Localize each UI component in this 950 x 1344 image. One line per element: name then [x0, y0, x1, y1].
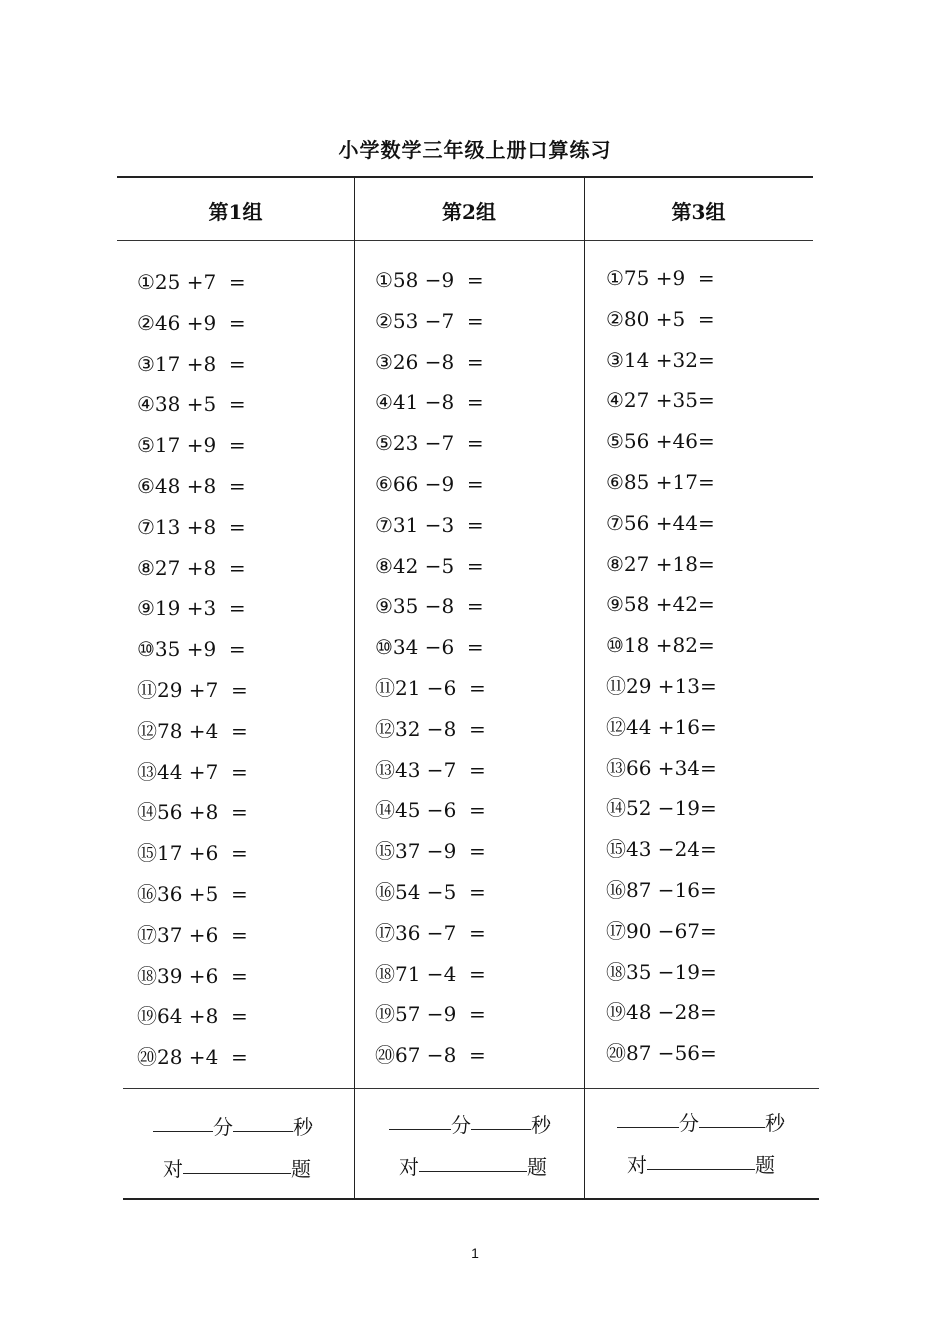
- problem-item: ⑮37 −9 =: [375, 839, 486, 864]
- problem-item: ⑭45 −6 =: [375, 798, 486, 823]
- problem-item: ⑲48 −28=: [606, 1000, 717, 1025]
- problem-item: ⑲64 +8 =: [137, 1004, 248, 1029]
- column-header-2: 第2组: [442, 200, 496, 224]
- problem-item: ⑯54 −5 =: [375, 879, 486, 904]
- problem-item: ③14 +32=: [606, 347, 715, 372]
- problem-item: ⑦56 +44=: [606, 510, 715, 535]
- problem-list-group-3: [606, 258, 717, 1074]
- problem-item: ⑰90 −67=: [606, 918, 717, 943]
- problem-item: ①58 −9 =: [375, 268, 484, 292]
- correct-label: 对: [627, 1153, 647, 1177]
- minutes-blank[interactable]: [153, 1111, 213, 1132]
- score-box-group-2: [389, 1104, 551, 1188]
- problem-item: ⑪29 +13=: [606, 673, 717, 698]
- minutes-label: 分: [679, 1111, 699, 1135]
- seconds-label: 秒: [531, 1113, 551, 1137]
- seconds-label: 秒: [765, 1111, 785, 1135]
- problem-item: ⑦31 −3 =: [375, 512, 484, 537]
- correct-label: 对: [163, 1157, 183, 1181]
- problem-item: ⑳87 −56=: [606, 1041, 717, 1066]
- problem-item: ②46 +9 =: [137, 310, 246, 335]
- questions-label: 题: [755, 1153, 775, 1177]
- problem-item: ⑧27 +8 =: [137, 555, 246, 580]
- problem-item: ②53 −7 =: [375, 308, 484, 333]
- questions-label: 题: [527, 1155, 547, 1179]
- problem-item: ⑩34 −6 =: [375, 635, 484, 660]
- correct-blank[interactable]: [419, 1151, 527, 1172]
- problem-item: ③26 −8 =: [375, 349, 484, 374]
- seconds-blank[interactable]: [699, 1107, 765, 1128]
- problem-item: ②80 +5 =: [606, 306, 715, 331]
- column-divider-2: [584, 176, 585, 1198]
- correct-blank[interactable]: [647, 1149, 755, 1170]
- correct-blank[interactable]: [183, 1153, 291, 1174]
- problem-item: ①75 +9 =: [606, 266, 715, 290]
- page-number: 1: [471, 1245, 479, 1261]
- problem-item: ⑧42 −5 =: [375, 553, 484, 578]
- minutes-label: 分: [451, 1113, 471, 1137]
- problem-item: ⑧27 +18=: [606, 551, 715, 576]
- page-title: 小学数学三年级上册口算练习: [338, 138, 612, 162]
- problem-item: ④38 +5 =: [137, 392, 246, 417]
- problem-item: ④41 −8 =: [375, 390, 484, 415]
- problem-item: ⑳28 +4 =: [137, 1045, 248, 1070]
- problem-item: ⑤17 +9 =: [137, 433, 246, 458]
- problem-item: ⑰36 −7 =: [375, 920, 486, 945]
- problem-item: ⑤23 −7 =: [375, 431, 484, 456]
- bottom-rule: [123, 1198, 819, 1200]
- score-box-group-3: [617, 1102, 785, 1186]
- problem-item: ③17 +8 =: [137, 351, 246, 376]
- problem-item: ⑭52 −19=: [606, 796, 717, 821]
- questions-label: 题: [291, 1157, 311, 1181]
- problem-item: ⑫44 +16=: [606, 714, 717, 739]
- problem-item: ⑥85 +17=: [606, 469, 715, 494]
- problem-item: ⑫32 −8 =: [375, 716, 486, 741]
- problem-item: ⑫78 +4 =: [137, 718, 248, 743]
- problem-item: ⑨19 +3 =: [137, 596, 246, 621]
- correct-label: 对: [399, 1155, 419, 1179]
- problem-item: ⑲57 −9 =: [375, 1002, 486, 1027]
- problem-item: ⑨35 −8 =: [375, 594, 484, 619]
- problem-list-group-1: [137, 262, 248, 1078]
- minutes-blank[interactable]: [617, 1107, 679, 1128]
- problem-item: ⑮17 +6 =: [137, 841, 248, 866]
- problem-item: ⑳67 −8 =: [375, 1043, 486, 1068]
- problem-item: ⑩35 +9 =: [137, 637, 246, 662]
- footer-top-rule: [123, 1088, 819, 1089]
- problem-list-group-2: [375, 260, 486, 1076]
- problem-item: ⑪29 +7 =: [137, 677, 248, 702]
- seconds-blank[interactable]: [233, 1111, 293, 1132]
- seconds-label: 秒: [293, 1115, 313, 1139]
- problem-item: ⑨58 +42=: [606, 592, 715, 617]
- problem-item: ⑮43 −24=: [606, 837, 717, 862]
- problem-item: ⑯87 −16=: [606, 877, 717, 902]
- score-box-group-1: [153, 1106, 313, 1190]
- worksheet-table: [117, 176, 813, 1198]
- problem-item: ⑤56 +46=: [606, 429, 715, 454]
- problem-item: ⑱39 +6 =: [137, 963, 248, 988]
- problem-item: ⑱71 −4 =: [375, 961, 486, 986]
- problem-item: ⑥66 −9 =: [375, 471, 484, 496]
- top-rule: [117, 176, 813, 178]
- problem-item: ⑰37 +6 =: [137, 922, 248, 947]
- column-divider-1: [354, 176, 355, 1198]
- problem-item: ⑥48 +8 =: [137, 473, 246, 498]
- header-rule: [117, 240, 813, 241]
- problem-item: ⑦13 +8 =: [137, 514, 246, 539]
- column-header-3: 第3组: [671, 200, 726, 224]
- problem-item: ⑱35 −19=: [606, 959, 717, 984]
- problem-item: ⑬66 +34=: [606, 755, 717, 780]
- column-header-1: 第1组: [208, 200, 263, 224]
- seconds-blank[interactable]: [471, 1109, 531, 1130]
- problem-item: ⑩18 +82=: [606, 633, 715, 658]
- problem-item: ⑬43 −7 =: [375, 757, 486, 782]
- problem-item: ⑭56 +8 =: [137, 800, 248, 825]
- problem-item: ①25 +7 =: [137, 270, 246, 294]
- problem-item: ⑯36 +5 =: [137, 881, 248, 906]
- problem-item: ⑪21 −6 =: [375, 675, 486, 700]
- minutes-blank[interactable]: [389, 1109, 451, 1130]
- minutes-label: 分: [213, 1115, 233, 1139]
- problem-item: ⑬44 +7 =: [137, 759, 248, 784]
- problem-item: ④27 +35=: [606, 388, 715, 413]
